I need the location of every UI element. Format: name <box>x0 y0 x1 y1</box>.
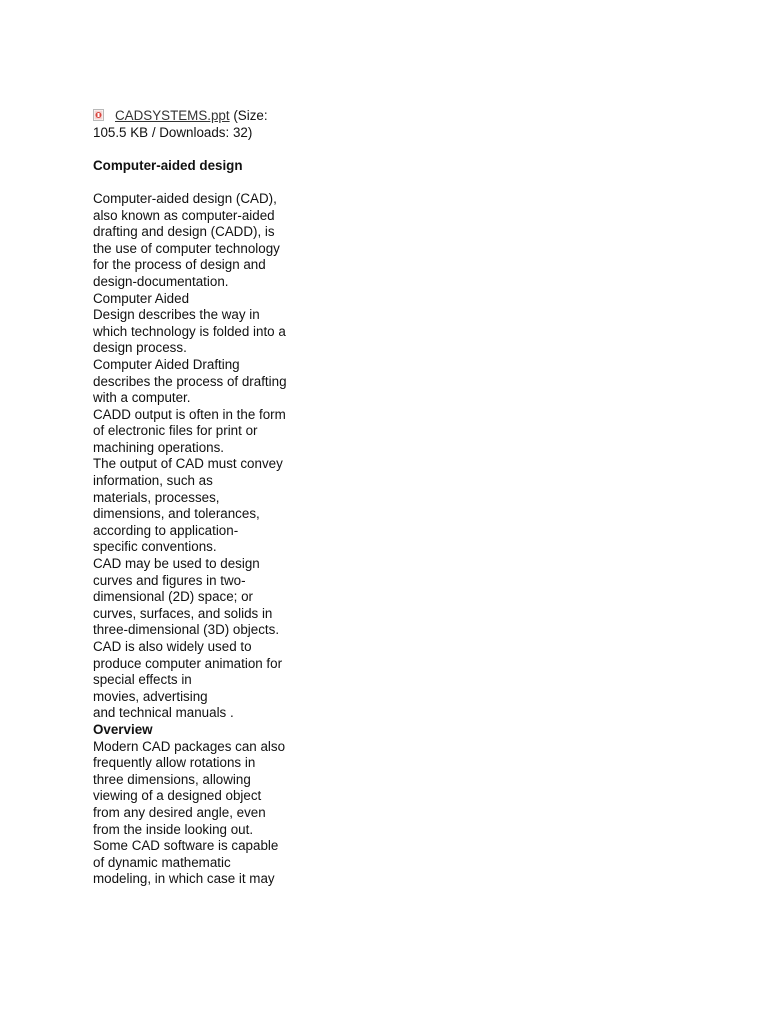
text-line: frequently allow rotations in <box>93 755 256 771</box>
text-line: of electronic files for print or <box>93 423 258 439</box>
text-line: also known as computer-aided <box>93 207 275 223</box>
attachment-line <box>93 108 313 125</box>
text-line: produce computer animation for <box>93 655 283 671</box>
text-line: machining operations. <box>93 439 225 455</box>
spacer <box>93 141 313 158</box>
text-line: modeling, in which case it may <box>93 871 275 887</box>
text-line: from the inside looking out. <box>93 821 254 837</box>
attachment-size-prefix: (Size: <box>229 108 268 123</box>
text-line: materials, processes, <box>93 489 220 505</box>
text-line: dimensions, and tolerances, <box>93 506 260 522</box>
text-line: curves, surfaces, and solids in <box>93 605 273 621</box>
text-line: with a computer. <box>93 390 191 406</box>
text-line: CADD output is often in the form <box>93 406 286 422</box>
text-line: Computer-aided design (CAD), <box>93 190 277 206</box>
text-line: for the process of design and <box>93 257 266 273</box>
spacer <box>93 174 313 191</box>
text-line: CAD may be used to design <box>93 556 260 572</box>
text-line: design process. <box>93 340 187 356</box>
document-content <box>93 108 313 888</box>
text-line: specific conventions. <box>93 539 217 555</box>
attachment-size-line: 105.5 KB / Downloads: 32) <box>93 124 253 140</box>
text-line: the use of computer technology <box>93 240 280 256</box>
text-line: from any desired angle, even <box>93 804 266 820</box>
article-heading: Computer-aided design <box>93 157 243 173</box>
text-line: Computer Aided <box>93 290 190 306</box>
text-line: describes the process of drafting <box>93 373 287 389</box>
text-line: special effects in <box>93 672 192 688</box>
text-line: movies, advertising <box>93 688 208 704</box>
text-line: of dynamic mathematic <box>93 854 231 870</box>
ppt-file-icon <box>93 109 104 121</box>
text-line: drafting and design (CADD), is <box>93 224 275 240</box>
text-line: curves and figures in two- <box>93 572 246 588</box>
text-line: information, such as <box>93 473 213 489</box>
text-line: Computer Aided Drafting <box>93 356 240 372</box>
text-line: Design describes the way in <box>93 307 260 323</box>
text-line: three-dimensional (3D) objects. <box>93 622 280 638</box>
text-line: Modern CAD packages can also <box>93 738 286 754</box>
text-line: Some CAD software is capable <box>93 838 279 854</box>
text-line: design-documentation. <box>93 273 229 289</box>
text-line: which technology is folded into a <box>93 323 286 339</box>
text-line: according to application- <box>93 522 239 538</box>
overview-heading: Overview <box>93 721 153 737</box>
text-line: The output of CAD must convey <box>93 456 283 472</box>
text-line: dimensional (2D) space; or <box>93 589 254 605</box>
text-line: viewing of a designed object <box>93 788 262 804</box>
article-paragraph <box>93 191 313 722</box>
overview-paragraph <box>93 739 313 888</box>
text-line: three dimensions, allowing <box>93 771 251 787</box>
text-line: CAD is also widely used to <box>93 639 252 654</box>
attachment-file-link[interactable]: CADSYSTEMS.ppt <box>115 108 230 123</box>
text-line: and technical manuals . <box>93 705 234 721</box>
